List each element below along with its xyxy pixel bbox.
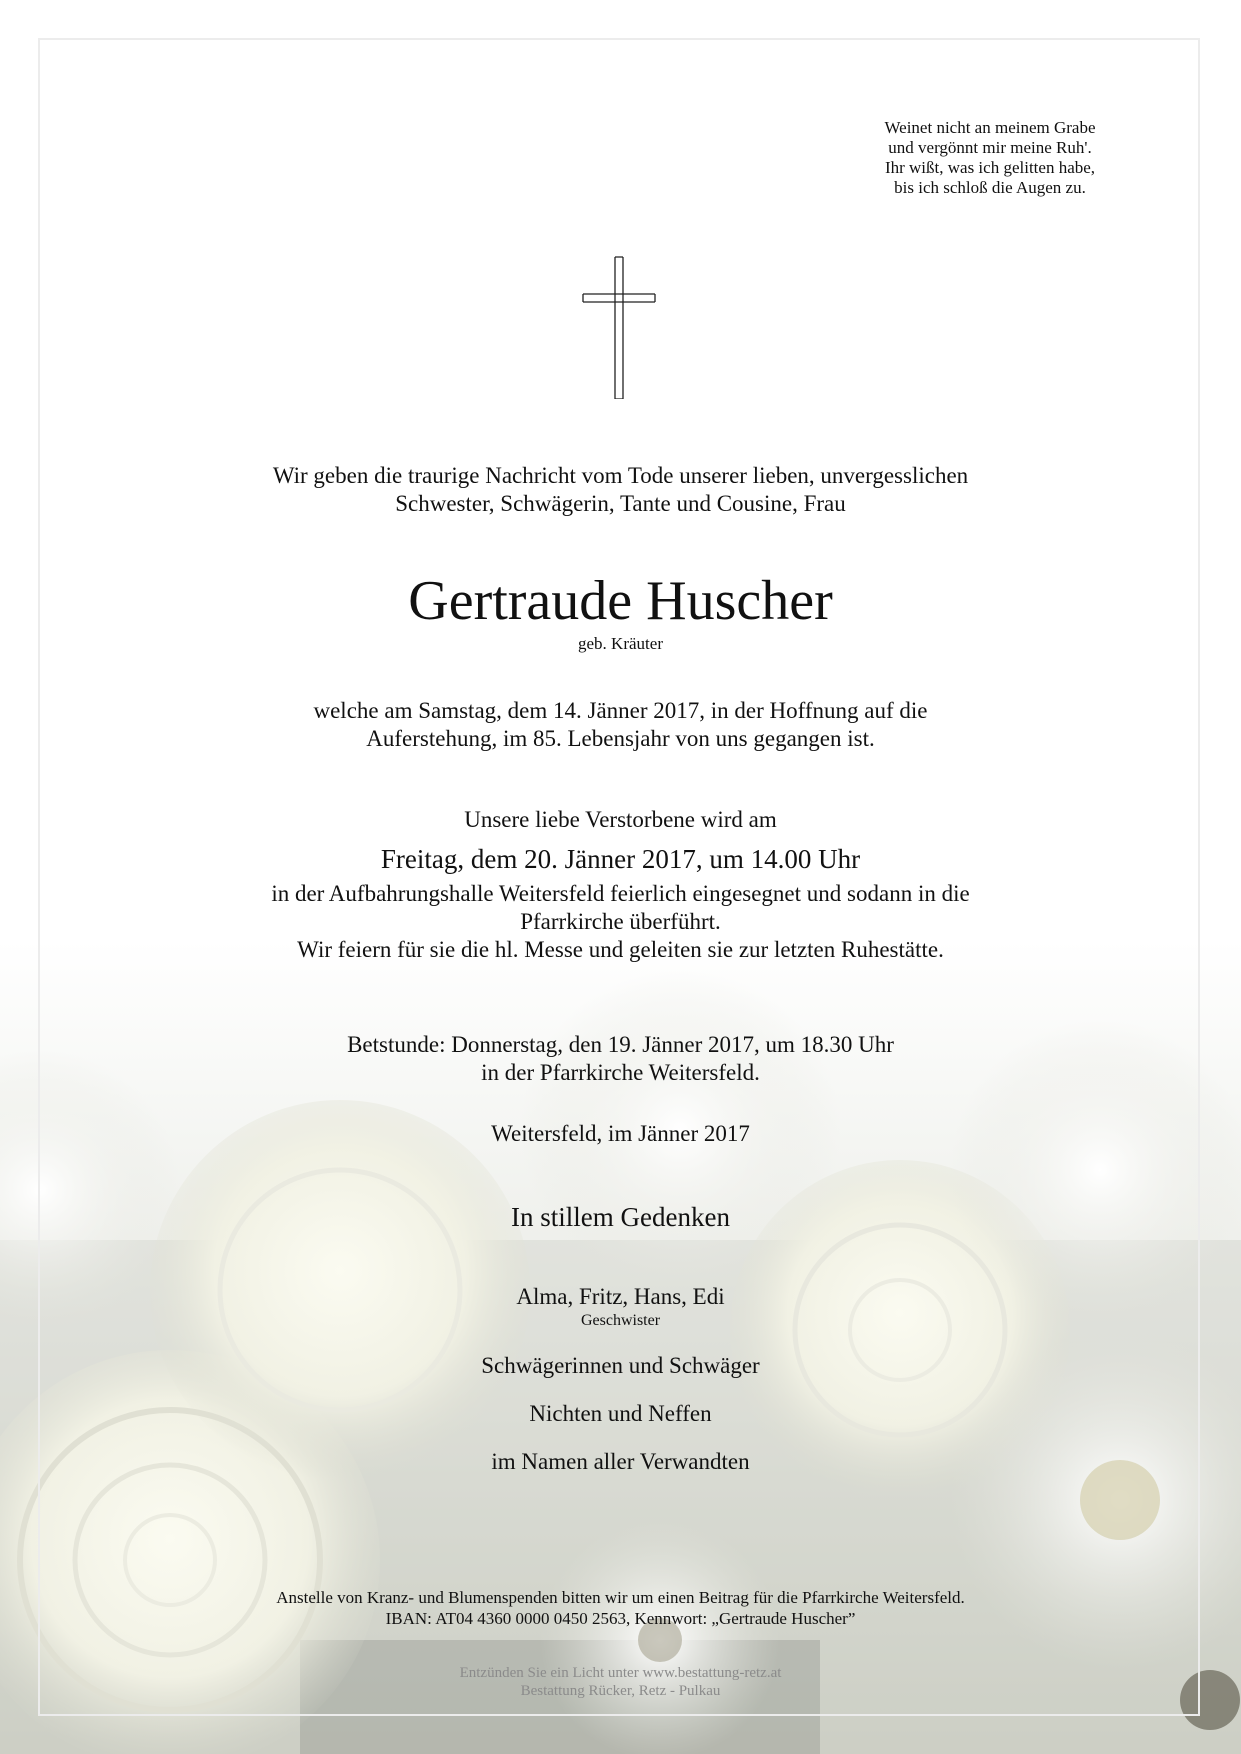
death-line: welche am Samstag, dem 14. Jänner 2017, in der Hoffnung auf die bbox=[313, 698, 928, 723]
mourner-group: im Namen aller Verwandten bbox=[491, 1449, 750, 1474]
death-line: Auferstehung, im 85. Lebensjahr von uns gegangen ist. bbox=[366, 726, 875, 751]
poem-line: Weinet nicht an meinem Grabe bbox=[884, 118, 1096, 137]
candle-link-text: Entzünden Sie ein Licht unter www.bestattung-retz.at bbox=[459, 1665, 782, 1681]
details-line: Wir feiern für sie die hl. Messe und geleiten sie zur letzten Ruhestätte. bbox=[297, 937, 944, 962]
footer bbox=[0, 1664, 1241, 1700]
birth-name: geb. Kräuter bbox=[578, 634, 663, 653]
funeral-lead: Unsere liebe Verstorbene wird am bbox=[464, 807, 777, 832]
funeral-home-name: Bestattung Rücker, Retz - Pulkau bbox=[520, 1683, 721, 1699]
poem-line: und vergönnt mir meine Ruh'. bbox=[888, 138, 1092, 157]
intro-line: Schwester, Schwägerin, Tante und Cousine, Frau bbox=[395, 491, 846, 516]
poem-line: bis ich schloß die Augen zu. bbox=[894, 178, 1086, 197]
mourner-group: Schwägerinnen und Schwäger bbox=[481, 1353, 760, 1378]
prayer-line: Betstunde: Donnerstag, den 19. Jänner 2017, um 18.30 Uhr bbox=[347, 1032, 894, 1057]
memorial-poem bbox=[860, 118, 1120, 198]
donation-notice bbox=[0, 1587, 1241, 1629]
prayer-hour bbox=[0, 1031, 1241, 1087]
siblings-caption: Geschwister bbox=[580, 1312, 661, 1329]
intro-text bbox=[0, 462, 1241, 518]
funeral-date-time: Freitag, dem 20. Jänner 2017, um 14.00 Uhr bbox=[380, 844, 861, 874]
donation-line: Anstelle von Kranz- und Blumenspenden bitten wir um einen Beitrag für die Pfarrkirche Weitersfeld. bbox=[276, 1588, 965, 1607]
cross-icon bbox=[581, 256, 657, 399]
siblings-names: Alma, Fritz, Hans, Edi bbox=[516, 1284, 725, 1309]
details-line: in der Aufbahrungshalle Weitersfeld feierlich eingesegnet und sodann in die bbox=[271, 881, 970, 906]
mourners-heading: In stillem Gedenken bbox=[511, 1202, 730, 1232]
deceased-name: Gertraude Huscher bbox=[408, 570, 833, 632]
iban-line: IBAN: AT04 4360 0000 0450 2563, Kennwort: „Gertraude Huscher” bbox=[385, 1609, 856, 1628]
prayer-line: in der Pfarrkirche Weitersfeld. bbox=[481, 1060, 760, 1085]
poem-line: Ihr wißt, was ich gelitten habe, bbox=[884, 158, 1096, 177]
intro-line: Wir geben die traurige Nachricht vom Tode unserer lieben, unvergesslichen bbox=[272, 463, 969, 488]
details-line: Pfarrkirche überführt. bbox=[520, 909, 721, 934]
mourner-group: Nichten und Neffen bbox=[529, 1401, 712, 1426]
death-notice bbox=[0, 697, 1241, 753]
place-and-date: Weitersfeld, im Jänner 2017 bbox=[491, 1121, 750, 1146]
funeral-details bbox=[0, 880, 1241, 964]
